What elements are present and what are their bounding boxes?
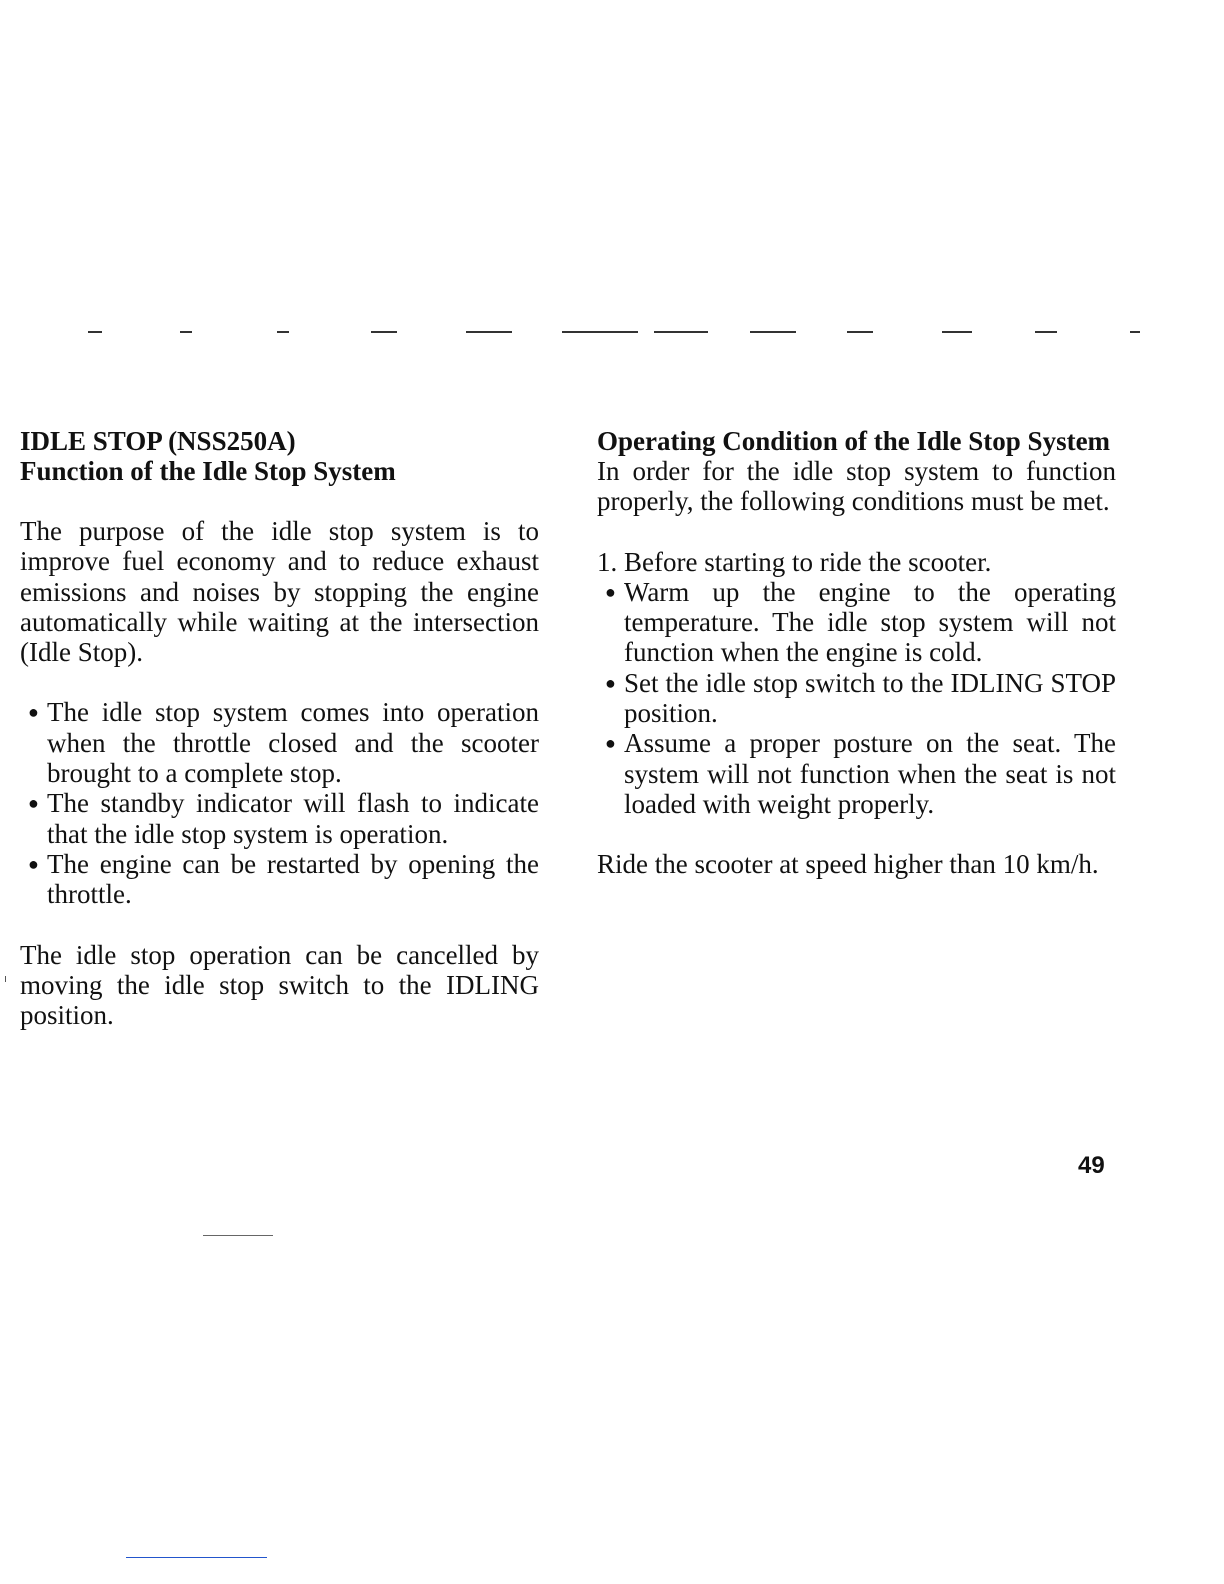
bullet-icon: ● <box>605 581 616 602</box>
list-item: ● The engine can be restarted by opening the throttle. <box>28 848 539 910</box>
dash-segment <box>371 331 397 333</box>
scan-mark <box>5 976 6 982</box>
bullet-icon: ● <box>605 733 616 754</box>
bottom-rule <box>126 1557 267 1558</box>
speed-paragraph: Ride the scooter at speed higher than 10 km/h. <box>597 849 1099 880</box>
list-item: ● Set the idle stop switch to the IDLING STOP position. <box>605 667 1116 729</box>
bullet-icon: ● <box>28 853 39 874</box>
right-column <box>597 426 1116 880</box>
dash-segment <box>750 331 796 333</box>
left-column <box>20 426 539 1030</box>
dash-segment <box>654 331 708 333</box>
bullet-icon: ● <box>605 672 616 693</box>
footer-rule <box>203 1235 273 1236</box>
intro-paragraph: The purpose of the idle stop system is to improve fuel economy and to reduce exhaust emissions and noises by stopping the engine automatically while waiting at the intersection (Idle Stop). <box>20 516 539 668</box>
dash-segment <box>1130 331 1140 333</box>
list-item: ● The standby indicator will flash to indicate that the idle stop system is operation. <box>28 788 539 849</box>
dash-segment <box>466 331 512 333</box>
step-1: 1. Before starting to ride the scooter. <box>597 546 992 577</box>
list-item: ● Assume a proper posture on the seat. The system will not function when the seat is not loaded with weight properly. <box>605 728 1116 819</box>
operating-condition-heading: Operating Condition of the Idle Stop System <box>597 426 1111 456</box>
condition-bullet-list <box>597 577 1116 819</box>
page-number: 49 <box>1078 1152 1105 1179</box>
dash-segment <box>180 331 192 333</box>
list-item: ● Warm up the engine to the operating temperature. The idle stop system will not function when the engine is cold. <box>605 576 1116 668</box>
dash-segment <box>88 331 102 333</box>
dash-segment <box>1035 331 1057 333</box>
dash-segment <box>942 331 972 333</box>
section-title: IDLE STOP (NSS250A) <box>20 426 296 456</box>
bullet-icon: ● <box>28 793 39 814</box>
conditions-intro: In order for the idle stop system to function properly, the following conditions must be met. <box>597 456 1116 517</box>
list-item: ● The idle stop system comes into operation when the throttle closed and the scooter brought to a complete stop. <box>28 697 539 789</box>
cancel-paragraph: The idle stop operation can be cancelled by moving the idle stop switch to the IDLING position. <box>20 939 539 1031</box>
section-subtitle: Function of the Idle Stop System <box>20 456 396 486</box>
bullet-icon: ● <box>28 702 39 723</box>
function-bullet-list <box>20 697 539 909</box>
dash-segment <box>847 331 873 333</box>
dash-segment <box>277 331 289 333</box>
dash-segment <box>562 331 638 333</box>
